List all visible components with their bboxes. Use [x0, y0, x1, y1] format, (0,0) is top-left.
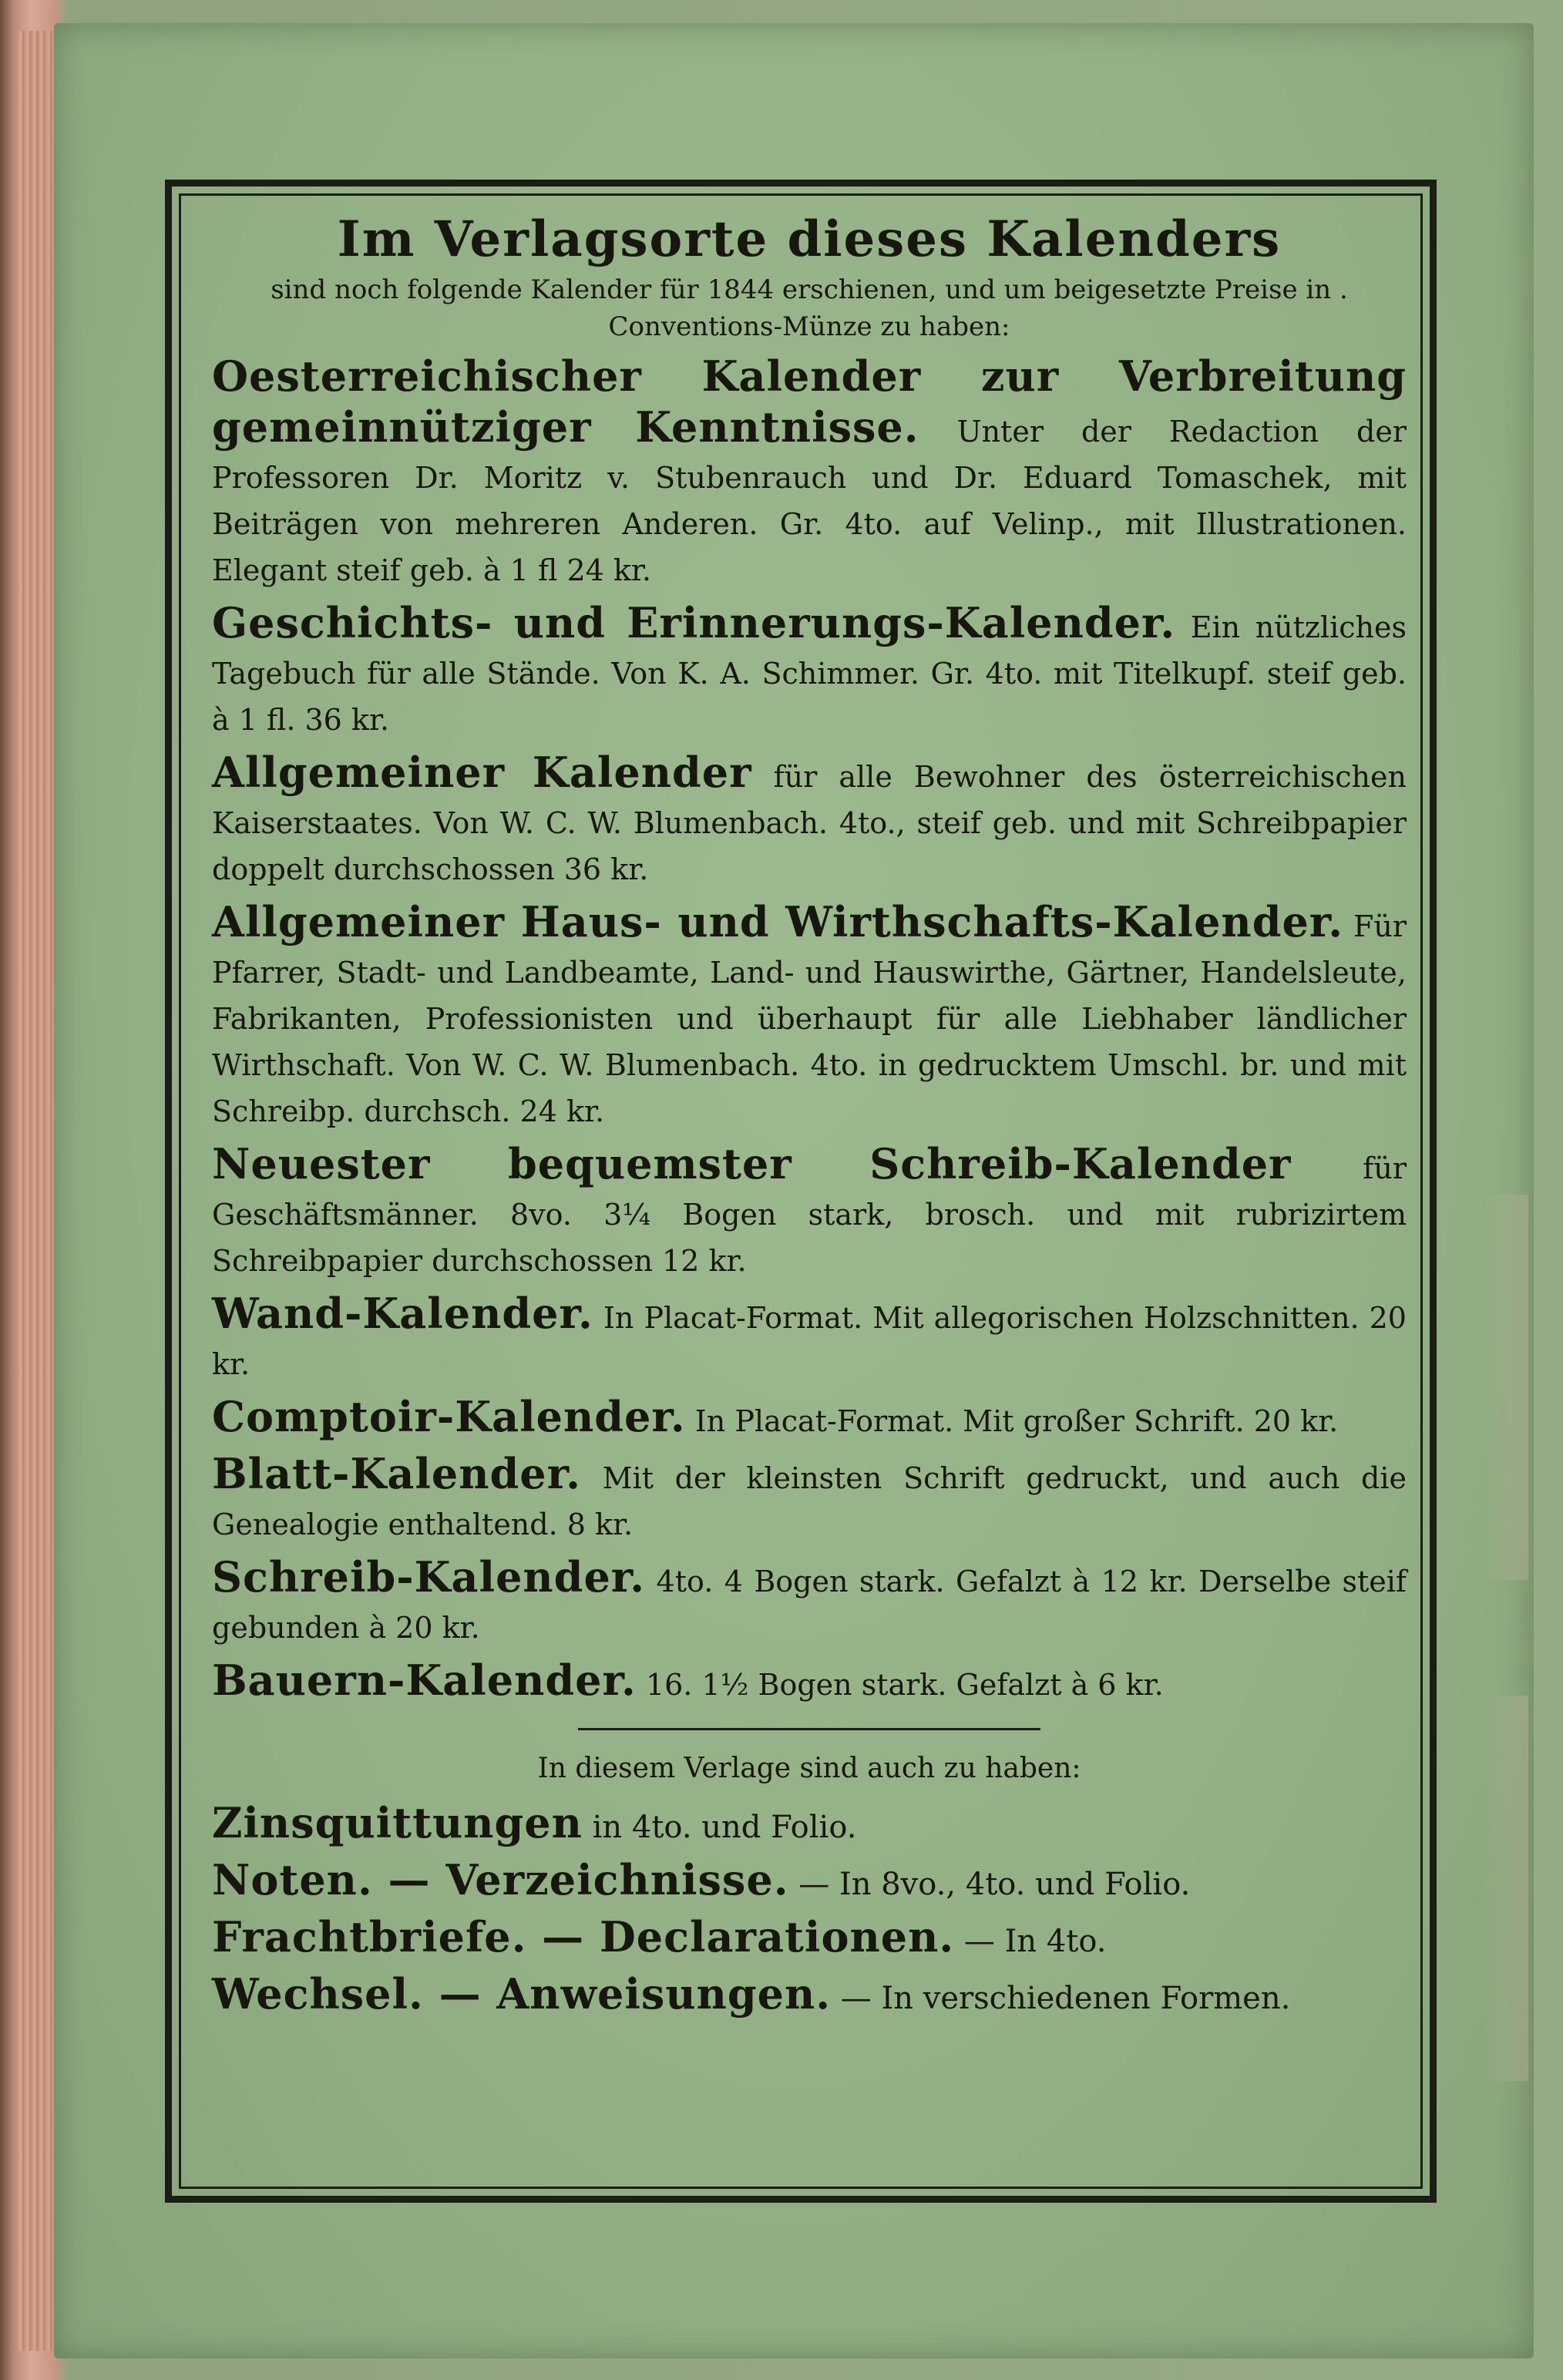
paper-wear — [1482, 1696, 1528, 2081]
entry-description: Unter der Redaction der Professoren Dr. Moritz v. Stubenrauch und Dr. Eduard Tomaschek, mit Beiträgen von mehreren Anderen. Gr. 4to. auf Velinp., mit Illustrationen. Elegant steif geb. à 1 fl 24 kr. — [212, 415, 1407, 587]
entry-description: für alle Bewohner des österreichischen Kaiserstaates. Von W. C. W. Blumenbach. 4to., steif geb. und mit Schreibpapier doppelt durchschossen 36 kr. — [212, 760, 1407, 886]
advertisement-content — [212, 208, 1407, 2025]
divider — [578, 1728, 1040, 1730]
also-item-text: in 4to. und Folio. — [592, 1810, 857, 1845]
calendar-entry — [212, 1451, 1407, 1548]
page-title: Im Verlagsorte dieses Kalenders — [337, 210, 1282, 268]
calendar-entry — [212, 600, 1407, 743]
entry-title: Allgemeiner Haus- und Wirthschafts-Kalender. — [212, 897, 1344, 946]
calendar-entry — [212, 1393, 1407, 1444]
also-item-title: Frachtbriefe. — Declarationen. — [212, 1912, 955, 1961]
also-item — [212, 1968, 1407, 2025]
calendar-entry — [212, 899, 1407, 1135]
calendar-entry — [212, 1554, 1407, 1651]
also-item-title: Noten. — Verzeichnisse. — [212, 1855, 789, 1904]
calendar-entry — [212, 353, 1407, 593]
entry-description: Ein nützliches Tagebuch für alle Stände. Von K. A. Schimmer. Gr. 4to. mit Titelkupf. steif geb. à 1 fl. 36 kr. — [212, 610, 1407, 737]
also-item-text: — In 4to. — [963, 1924, 1107, 1959]
calendar-entry — [212, 1657, 1407, 1708]
calendar-entry — [212, 1290, 1407, 1387]
paper-wear — [1482, 1195, 1528, 1580]
entry-description: In Placat-Format. Mit allegorischen Holzschnitten. 20 kr. — [212, 1301, 1407, 1381]
also-item-text: — In 8vo., 4to. und Folio. — [798, 1867, 1191, 1902]
also-item — [212, 1854, 1407, 1911]
intro-text: sind noch folgende Kalender für 1844 erschienen, und um beigesetzte Preise in . Conventions-Münze zu haben: — [271, 274, 1348, 342]
calendar-entry — [212, 1141, 1407, 1284]
entry-title: Oesterreichischer Kalender zur Verbreitung gemeinnütziger Kenntnisse. — [212, 351, 1407, 452]
entry-title: Allgemeiner Kalender — [212, 748, 752, 797]
entry-description: Mit der kleinsten Schrift gedruckt, und auch die Genealogie enthaltend. 8 kr. — [212, 1461, 1407, 1541]
also-item-title: Zinsquittungen — [212, 1798, 583, 1847]
also-item — [212, 1911, 1407, 1968]
calendar-entry — [212, 749, 1407, 892]
book-edge — [17, 31, 54, 2351]
entry-description: Für Pfarrer, Stadt- und Landbeamte, Land- und Hauswirthe, Gärtner, Handelsleute, Fabrikanten, Professionisten und überhaupt für alle Liebhaber ländlicher Wirthschaft. Von W. C. W. Blumenbach. 4to. in gedrucktem Umschl. br. und mit Schreibp. durchsch. 24 kr. — [212, 909, 1407, 1128]
entry-title: Schreib-Kalender. — [212, 1552, 646, 1602]
entry-title: Bauern-Kalender. — [212, 1656, 637, 1705]
entry-title: Wand-Kalender. — [212, 1289, 593, 1338]
entry-description: In Placat-Format. Mit großer Schrift. 20 kr. — [694, 1404, 1339, 1438]
entry-description: 4to. 4 Bogen stark. Gefalzt à 12 kr. Derselbe steif gebunden à 20 kr. — [212, 1565, 1407, 1645]
entry-description: 16. 1½ Bogen stark. Gefalzt à 6 kr. — [645, 1668, 1164, 1702]
also-heading: In diesem Verlage sind auch zu haben: — [537, 1753, 1081, 1784]
also-item-text: — In verschiedenen Formen. — [840, 1981, 1291, 2016]
entry-title: Neuester bequemster Schreib-Kalender — [212, 1139, 1292, 1188]
entry-title: Geschichts- und Erinnerungs-Kalender. — [212, 598, 1176, 647]
also-list — [212, 1797, 1407, 2025]
entry-description: für Geschäftsmänner. 8vo. 3¼ Bogen stark, brosch. und mit rubrizirtem Schreibpapier durchschossen 12 kr. — [212, 1151, 1407, 1278]
entry-title: Blatt-Kalender. — [212, 1449, 581, 1498]
calendar-list — [212, 353, 1407, 1708]
also-item-title: Wechsel. — Anweisungen. — [212, 1969, 832, 2019]
also-item — [212, 1797, 1407, 1854]
entry-title: Comptoir-Kalender. — [212, 1392, 686, 1441]
